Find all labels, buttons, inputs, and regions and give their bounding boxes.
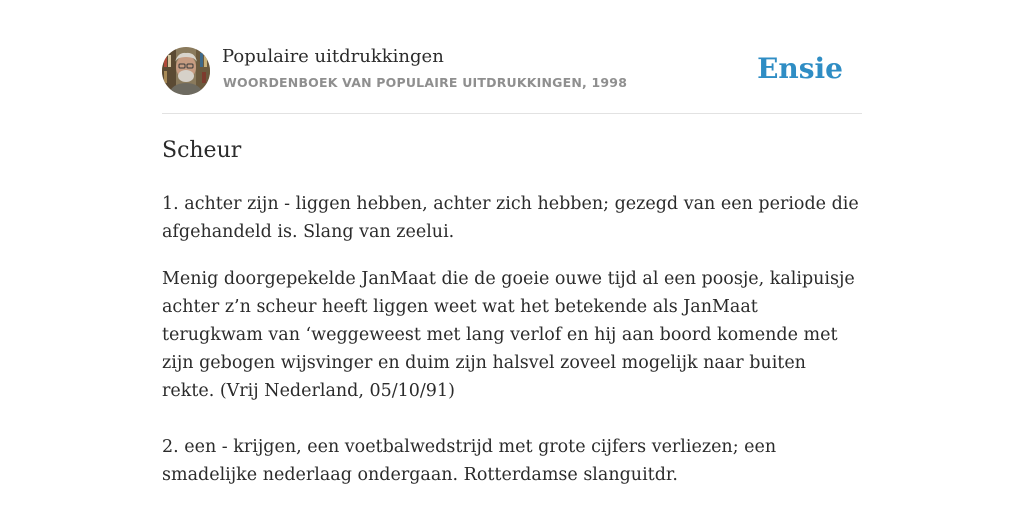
entry-quote: Menig doorgepekelde JanMaat die de goeie ouwe tijd al een poosje, kalipuisje achter z’n scheur heeft liggen weet wat het betekende als JanMaat terugkwam van ‘weggeweest met lang verlof en hij aan boord komende met zijn gebogen wijsvinger en duim zijn halsvel zoveel mogelijk naar buiten rekte. (Vrij Nederland, 05/10/91) (162, 269, 855, 401)
source-title[interactable]: Populaire uitdrukkingen (222, 46, 444, 67)
entry-definition-2: 2. een - krijgen, een voetbalwedstrijd met grote cijfers verliezen; een smadelijke nederlaag ondergaan. Rotterdamse slanguitdr. (162, 437, 777, 485)
source-subtitle: WOORDENBOEK VAN POPULAIRE UITDRUKKINGEN, 1998 (223, 75, 628, 90)
author-portrait-icon (162, 47, 210, 95)
entry-definition-1: 1. achter zijn - liggen hebben, achter zich hebben; gezegd van een periode die afgehandeld is. Slang van zeelui. (162, 194, 859, 242)
avatar[interactable] (162, 47, 210, 95)
entry-card (162, 0, 862, 485)
entry-headword: Scheur (162, 138, 242, 163)
ensie-logo[interactable]: Ensie (757, 52, 843, 85)
source-header (162, 0, 862, 114)
